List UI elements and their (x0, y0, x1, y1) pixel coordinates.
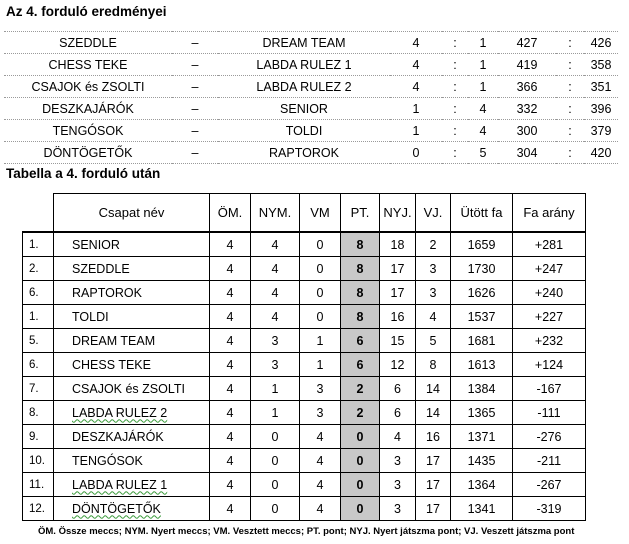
rank-cell: 1. (23, 232, 54, 257)
team-name: TENGÓSOK (54, 449, 210, 473)
nyj-cell: 17 (380, 257, 416, 281)
team-name: CSAJOK és ZSOLTI (54, 377, 210, 401)
score-colon: : (442, 76, 468, 98)
header-fa: Ütött fa (451, 194, 513, 233)
pins-colon: : (556, 142, 584, 164)
team-name-text: DÖNTÖGETŐK (72, 501, 161, 516)
nyj-cell: 3 (380, 473, 416, 497)
nym-cell: 4 (251, 232, 300, 257)
ratio-cell: +247 (513, 257, 586, 281)
vm-cell: 1 (300, 329, 341, 353)
team-name (54, 401, 210, 425)
nym-cell: 4 (251, 257, 300, 281)
nyj-cell: 12 (380, 353, 416, 377)
standings-row (23, 353, 586, 377)
home-score: 1 (390, 98, 442, 120)
nyj-cell: 3 (380, 449, 416, 473)
away-score: 4 (468, 98, 498, 120)
result-row (4, 98, 618, 120)
home-team: SZEDDLE (4, 32, 172, 54)
rank-cell: 10. (23, 449, 54, 473)
rank-cell: 2. (23, 257, 54, 281)
dash: – (172, 32, 218, 54)
away-score: 1 (468, 76, 498, 98)
nyj-cell: 16 (380, 305, 416, 329)
nym-cell: 4 (251, 281, 300, 305)
points-cell: 8 (341, 305, 380, 329)
points-cell: 0 (341, 473, 380, 497)
ratio-cell: -267 (513, 473, 586, 497)
standings-row (23, 232, 586, 257)
away-team: TOLDI (218, 120, 390, 142)
dash: – (172, 54, 218, 76)
away-score: 5 (468, 142, 498, 164)
pins-cell: 1384 (451, 377, 513, 401)
score-colon: : (442, 142, 468, 164)
vj-cell: 16 (416, 425, 451, 449)
vm-cell: 4 (300, 425, 341, 449)
vm-cell: 0 (300, 305, 341, 329)
pins-colon: : (556, 32, 584, 54)
om-cell: 4 (210, 449, 251, 473)
home-pins: 419 (498, 54, 556, 76)
pins-colon: : (556, 54, 584, 76)
vm-cell: 0 (300, 281, 341, 305)
standings-row (23, 425, 586, 449)
points-cell: 8 (341, 232, 380, 257)
ratio-cell: +240 (513, 281, 586, 305)
pins-cell: 1681 (451, 329, 513, 353)
rank-cell: 12. (23, 497, 54, 521)
om-cell: 4 (210, 425, 251, 449)
pins-cell: 1730 (451, 257, 513, 281)
points-cell: 0 (341, 425, 380, 449)
rank-cell: 11. (23, 473, 54, 497)
away-pins: 379 (584, 120, 618, 142)
nyj-cell: 18 (380, 232, 416, 257)
pins-cell: 1537 (451, 305, 513, 329)
footnote: ÖM. Össze meccs; NYM. Nyert meccs; VM. Vesztett meccs; PT. pont; NYJ. Nyert játszma pont; VJ. Veszett játszma pont (38, 526, 575, 537)
standings-row (23, 329, 586, 353)
home-team: TENGÓSOK (4, 120, 172, 142)
header-pt: PT. (341, 194, 380, 233)
result-row (4, 32, 618, 54)
om-cell: 4 (210, 257, 251, 281)
results-title: Az 4. forduló eredményei (6, 4, 167, 19)
vm-cell: 3 (300, 401, 341, 425)
nyj-cell: 15 (380, 329, 416, 353)
header-vm: VM (300, 194, 341, 233)
away-pins: 358 (584, 54, 618, 76)
home-pins: 427 (498, 32, 556, 54)
results-table (4, 31, 618, 164)
ratio-cell: -319 (513, 497, 586, 521)
vm-cell: 4 (300, 473, 341, 497)
ratio-cell: +227 (513, 305, 586, 329)
home-pins: 300 (498, 120, 556, 142)
vm-cell: 4 (300, 497, 341, 521)
points-cell: 8 (341, 257, 380, 281)
standings-row (23, 497, 586, 521)
nym-cell: 0 (251, 473, 300, 497)
home-score: 4 (390, 32, 442, 54)
standings-row (23, 257, 586, 281)
om-cell: 4 (210, 305, 251, 329)
om-cell: 4 (210, 353, 251, 377)
team-name: SZEDDLE (54, 257, 210, 281)
standings-row (23, 473, 586, 497)
home-score: 0 (390, 142, 442, 164)
pins-cell: 1659 (451, 232, 513, 257)
team-name: DREAM TEAM (54, 329, 210, 353)
team-name: CHESS TEKE (54, 353, 210, 377)
dash: – (172, 142, 218, 164)
away-team: RAPTOROK (218, 142, 390, 164)
rank-cell: 9. (23, 425, 54, 449)
away-team: LABDA RULEZ 1 (218, 54, 390, 76)
pins-cell: 1341 (451, 497, 513, 521)
result-row (4, 142, 618, 164)
vm-cell: 4 (300, 449, 341, 473)
om-cell: 4 (210, 497, 251, 521)
away-pins: 426 (584, 32, 618, 54)
nyj-cell: 4 (380, 425, 416, 449)
standings-row (23, 281, 586, 305)
pins-cell: 1435 (451, 449, 513, 473)
ratio-cell: -211 (513, 449, 586, 473)
nyj-cell: 3 (380, 497, 416, 521)
vj-cell: 4 (416, 305, 451, 329)
team-name-text: LABDA RULEZ 2 (72, 405, 168, 420)
result-row (4, 120, 618, 142)
score-colon: : (442, 54, 468, 76)
rank-cell: 6. (23, 281, 54, 305)
nyj-cell: 6 (380, 401, 416, 425)
team-name (54, 497, 210, 521)
om-cell: 4 (210, 377, 251, 401)
header-blank (23, 194, 54, 233)
vj-cell: 3 (416, 257, 451, 281)
rank-cell: 8. (23, 401, 54, 425)
score-colon: : (442, 120, 468, 142)
points-cell: 8 (341, 281, 380, 305)
home-score: 4 (390, 54, 442, 76)
rank-cell: 7. (23, 377, 54, 401)
standings-title: Tabella a 4. forduló után (6, 166, 161, 181)
standings-row (23, 449, 586, 473)
home-team: CSAJOK és ZSOLTI (4, 76, 172, 98)
rank-cell: 1. (23, 305, 54, 329)
team-name: RAPTOROK (54, 281, 210, 305)
vm-cell: 0 (300, 232, 341, 257)
team-name: SENIOR (54, 232, 210, 257)
nym-cell: 0 (251, 425, 300, 449)
home-score: 1 (390, 120, 442, 142)
vj-cell: 8 (416, 353, 451, 377)
ratio-cell: +281 (513, 232, 586, 257)
nyj-cell: 6 (380, 377, 416, 401)
header-arany: Fa arány (513, 194, 586, 233)
team-name-text: LABDA RULEZ 1 (72, 477, 168, 492)
nym-cell: 1 (251, 377, 300, 401)
home-pins: 304 (498, 142, 556, 164)
vm-cell: 1 (300, 353, 341, 377)
points-cell: 6 (341, 353, 380, 377)
vj-cell: 5 (416, 329, 451, 353)
pins-colon: : (556, 120, 584, 142)
result-row (4, 76, 618, 98)
standings-row (23, 305, 586, 329)
score-colon: : (442, 32, 468, 54)
nym-cell: 1 (251, 401, 300, 425)
dash: – (172, 120, 218, 142)
vm-cell: 0 (300, 257, 341, 281)
home-score: 4 (390, 76, 442, 98)
ratio-cell: -111 (513, 401, 586, 425)
vj-cell: 14 (416, 377, 451, 401)
nym-cell: 0 (251, 497, 300, 521)
om-cell: 4 (210, 473, 251, 497)
om-cell: 4 (210, 329, 251, 353)
header-nyj: NYJ. (380, 194, 416, 233)
vj-cell: 17 (416, 497, 451, 521)
team-name: DESZKAJÁRÓK (54, 425, 210, 449)
team-name (54, 473, 210, 497)
nym-cell: 0 (251, 449, 300, 473)
om-cell: 4 (210, 401, 251, 425)
nym-cell: 3 (251, 329, 300, 353)
om-cell: 4 (210, 232, 251, 257)
points-cell: 0 (341, 449, 380, 473)
home-team: DÖNTÖGETŐK (4, 142, 172, 164)
vm-cell: 3 (300, 377, 341, 401)
header-vj: VJ. (416, 194, 451, 233)
standings-table (22, 193, 586, 521)
result-row (4, 54, 618, 76)
vj-cell: 3 (416, 281, 451, 305)
away-team: LABDA RULEZ 2 (218, 76, 390, 98)
ratio-cell: +124 (513, 353, 586, 377)
away-pins: 396 (584, 98, 618, 120)
away-team: SENIOR (218, 98, 390, 120)
vj-cell: 17 (416, 449, 451, 473)
rank-cell: 6. (23, 353, 54, 377)
ratio-cell: -276 (513, 425, 586, 449)
vj-cell: 2 (416, 232, 451, 257)
header-nym: NYM. (251, 194, 300, 233)
dash: – (172, 76, 218, 98)
points-cell: 2 (341, 377, 380, 401)
header-team: Csapat név (54, 194, 210, 233)
ratio-cell: +232 (513, 329, 586, 353)
score-colon: : (442, 98, 468, 120)
nym-cell: 4 (251, 305, 300, 329)
pins-colon: : (556, 76, 584, 98)
pins-cell: 1364 (451, 473, 513, 497)
away-pins: 351 (584, 76, 618, 98)
home-team: CHESS TEKE (4, 54, 172, 76)
standings-row (23, 377, 586, 401)
away-score: 1 (468, 32, 498, 54)
ratio-cell: -167 (513, 377, 586, 401)
team-name: TOLDI (54, 305, 210, 329)
nyj-cell: 17 (380, 281, 416, 305)
dash: – (172, 98, 218, 120)
pins-colon: : (556, 98, 584, 120)
rank-cell: 5. (23, 329, 54, 353)
vj-cell: 17 (416, 473, 451, 497)
standings-row (23, 401, 586, 425)
vj-cell: 14 (416, 401, 451, 425)
points-cell: 2 (341, 401, 380, 425)
om-cell: 4 (210, 281, 251, 305)
pins-cell: 1365 (451, 401, 513, 425)
points-cell: 0 (341, 497, 380, 521)
home-pins: 332 (498, 98, 556, 120)
home-pins: 366 (498, 76, 556, 98)
pins-cell: 1613 (451, 353, 513, 377)
home-team: DESZKAJÁRÓK (4, 98, 172, 120)
away-score: 4 (468, 120, 498, 142)
pins-cell: 1626 (451, 281, 513, 305)
away-pins: 420 (584, 142, 618, 164)
away-team: DREAM TEAM (218, 32, 390, 54)
header-om: ÖM. (210, 194, 251, 233)
nym-cell: 3 (251, 353, 300, 377)
away-score: 1 (468, 54, 498, 76)
standings-header-row (23, 194, 586, 233)
points-cell: 6 (341, 329, 380, 353)
pins-cell: 1371 (451, 425, 513, 449)
